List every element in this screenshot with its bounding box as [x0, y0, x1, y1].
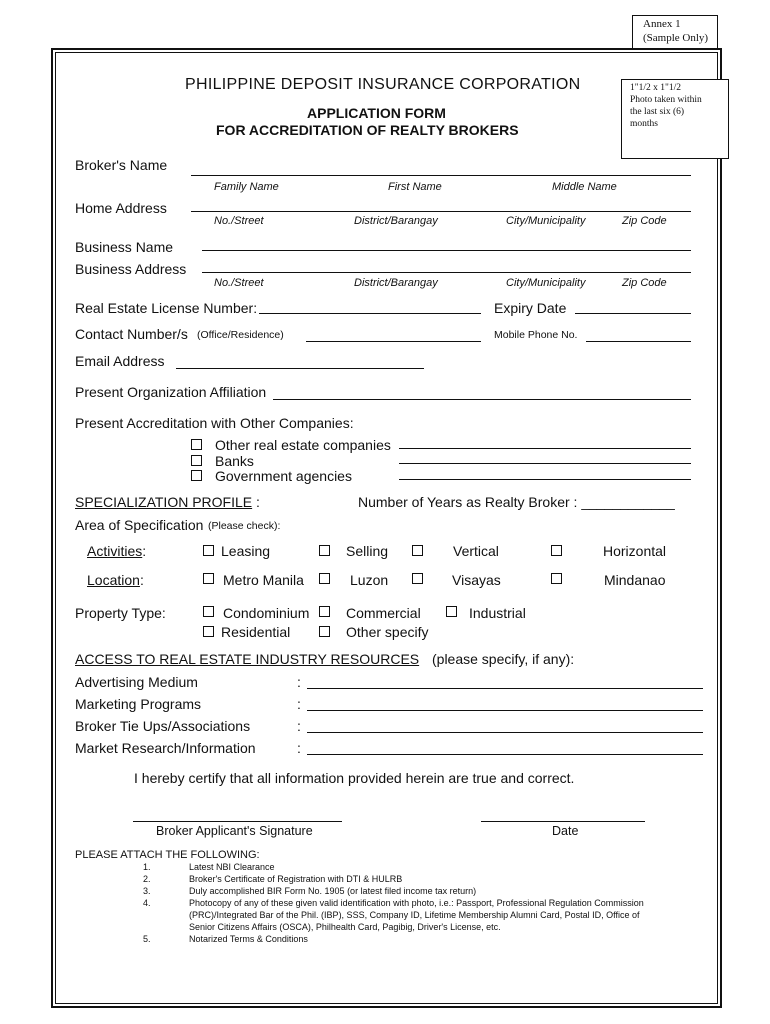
banks-label: Banks [215, 453, 254, 469]
home-address-field[interactable] [191, 211, 691, 212]
brokers-name-label: Broker's Name [75, 157, 168, 173]
expiry-label: Expiry Date [494, 300, 567, 316]
condominium-checkbox[interactable] [203, 606, 214, 617]
activities-colon: : [142, 543, 147, 559]
attach-num: 5. [143, 934, 151, 944]
biz-street-caption: No./Street [214, 277, 264, 289]
mobile-label: Mobile Phone No. [494, 329, 578, 341]
business-name-field[interactable] [202, 250, 691, 251]
commercial-label: Commercial [346, 605, 421, 621]
metro-manila-label: Metro Manila [223, 572, 304, 588]
leasing-checkbox[interactable] [203, 545, 214, 556]
contact-sub-label: (Office/Residence) [197, 329, 284, 341]
biz-district-caption: District/Barangay [354, 277, 438, 289]
marketing-field[interactable] [307, 710, 703, 711]
attach-text: Photocopy of any of these given valid identification with photo, i.e.: Passport, Professional Regulation Commission [189, 898, 644, 908]
brokers-name-field[interactable] [191, 175, 691, 176]
area-sub-label: (Please check): [208, 520, 281, 532]
attach-text: Notarized Terms & Conditions [189, 934, 308, 944]
home-district-caption: District/Barangay [354, 215, 438, 227]
location-text: Location [87, 572, 140, 588]
banks-checkbox[interactable] [191, 455, 202, 466]
middle-name-caption: Middle Name [552, 181, 617, 193]
mindanao-label: Mindanao [604, 572, 666, 588]
government-checkbox[interactable] [191, 470, 202, 481]
marketing-label: Marketing Programs [75, 696, 202, 712]
advertising-label: Advertising Medium [75, 674, 198, 690]
access-heading: ACCESS TO REAL ESTATE INDUSTRY RESOURCES [75, 651, 420, 667]
license-label: Real Estate License Number: [75, 300, 258, 316]
biz-city-caption: City/Municipality [506, 277, 586, 289]
certification-statement: I hereby certify that all information provided herein are true and correct. [134, 770, 575, 786]
years-label: Number of Years as Realty Broker : ____________ [358, 494, 675, 510]
selling-checkbox[interactable] [319, 545, 330, 556]
home-address-label: Home Address [75, 200, 167, 216]
location-colon: : [139, 572, 144, 588]
annex-sample: (Sample Only) [643, 32, 709, 44]
affiliation-field[interactable] [273, 399, 691, 400]
activities-label [87, 543, 146, 559]
business-name-label: Business Name [75, 239, 174, 255]
photo-size: 1"1/2 x 1"1/2 [630, 83, 682, 93]
marketing-colon: : [297, 696, 301, 712]
signature-field[interactable] [133, 821, 342, 822]
government-field[interactable] [399, 479, 691, 480]
attach-num: 3. [143, 886, 151, 896]
research-label: Market Research/Information [75, 740, 256, 756]
luzon-checkbox[interactable] [319, 573, 330, 584]
signature-label: Broker Applicant's Signature [156, 824, 313, 838]
horizontal-checkbox[interactable] [551, 545, 562, 556]
condominium-label: Condominium [223, 605, 310, 621]
vertical-checkbox[interactable] [412, 545, 423, 556]
attach-num: 4. [143, 898, 151, 908]
affiliation-label: Present Organization Affiliation [75, 384, 267, 400]
attach-num: 2. [143, 874, 151, 884]
business-address-label: Business Address [75, 261, 187, 277]
contact-field[interactable] [306, 341, 481, 342]
location-label [87, 572, 144, 588]
accreditation-label: Present Accreditation with Other Companies: [75, 415, 354, 431]
photo-text-2: the last six (6) [630, 107, 685, 117]
horizontal-label: Horizontal [603, 543, 667, 559]
attach-text: (PRC)/Integrated Bar of the Phil. (IBP), SSS, Company ID, Lifetime Membership Alumni Card, Postal ID, Office of [189, 910, 640, 920]
other-realestate-checkbox[interactable] [191, 439, 202, 450]
biz-zip-caption: Zip Code [622, 277, 667, 289]
research-field[interactable] [307, 754, 703, 755]
industrial-label: Industrial [469, 605, 526, 621]
tieups-label: Broker Tie Ups/Associations [75, 718, 251, 734]
home-street-caption: No./Street [214, 215, 264, 227]
photo-text-1: Photo taken within [630, 95, 702, 105]
other-specify-label: Other specify [346, 624, 429, 640]
mindanao-checkbox[interactable] [551, 573, 562, 584]
home-city-caption: City/Municipality [506, 215, 586, 227]
luzon-label: Luzon [350, 572, 389, 588]
advertising-colon: : [297, 674, 301, 690]
specialization-colon: : [256, 494, 260, 510]
commercial-checkbox[interactable] [319, 606, 330, 617]
other-specify-checkbox[interactable] [319, 626, 330, 637]
specialization-heading: SPECIALIZATION PROFILE [75, 494, 253, 510]
date-field[interactable] [481, 821, 645, 822]
first-name-caption: First Name [388, 181, 442, 193]
tieups-field[interactable] [307, 732, 703, 733]
date-label: Date [552, 824, 579, 838]
form-title: APPLICATION FORM [307, 105, 446, 121]
family-name-caption: Family Name [214, 181, 279, 193]
visayas-checkbox[interactable] [412, 573, 423, 584]
attach-num: 1. [143, 862, 151, 872]
org-name: PHILIPPINE DEPOSIT INSURANCE CORPORATION [185, 76, 581, 93]
access-sub: (please specify, if any): [432, 651, 575, 667]
contact-label: Contact Number/s [75, 326, 188, 342]
other-realestate-label: Other real estate companies [215, 437, 391, 453]
advertising-field[interactable] [307, 688, 703, 689]
other-realestate-field[interactable] [399, 448, 691, 449]
tieups-colon: : [297, 718, 301, 734]
area-label: Area of Specification [75, 517, 204, 533]
form-subtitle: FOR ACCREDITATION OF REALTY BROKERS [216, 122, 519, 138]
license-field[interactable] [259, 313, 481, 314]
residential-label: Residential [221, 624, 291, 640]
leasing-label: Leasing [221, 543, 271, 559]
residential-checkbox[interactable] [203, 626, 214, 637]
attach-heading: PLEASE ATTACH THE FOLLOWING: [75, 849, 260, 861]
email-field[interactable] [176, 368, 424, 369]
industrial-checkbox[interactable] [446, 606, 457, 617]
selling-label: Selling [346, 543, 389, 559]
email-label: Email Address [75, 353, 165, 369]
vertical-label: Vertical [453, 543, 499, 559]
attach-text: Latest NBI Clearance [189, 862, 275, 872]
expiry-field[interactable] [575, 313, 691, 314]
business-address-field[interactable] [202, 272, 691, 273]
attach-text: Senior Citizens Affairs (OSCA), Philhealth Card, Pagibig, Driver's License, etc. [189, 922, 501, 932]
visayas-label: Visayas [452, 572, 501, 588]
property-type-label: Property Type: [75, 605, 166, 621]
activities-text: Activities [87, 543, 143, 559]
research-colon: : [297, 740, 301, 756]
attach-text: Duly accomplished BIR Form No. 1905 (or latest filed income tax return) [189, 886, 477, 896]
annex-label: Annex 1 [643, 18, 681, 30]
home-zip-caption: Zip Code [622, 215, 667, 227]
attach-text: Broker's Certificate of Registration with DTI & HULRB [189, 874, 403, 884]
government-label: Government agencies [215, 468, 352, 484]
banks-field[interactable] [399, 463, 691, 464]
metro-manila-checkbox[interactable] [203, 573, 214, 584]
mobile-field[interactable] [586, 341, 691, 342]
photo-text-3: months [630, 119, 658, 129]
